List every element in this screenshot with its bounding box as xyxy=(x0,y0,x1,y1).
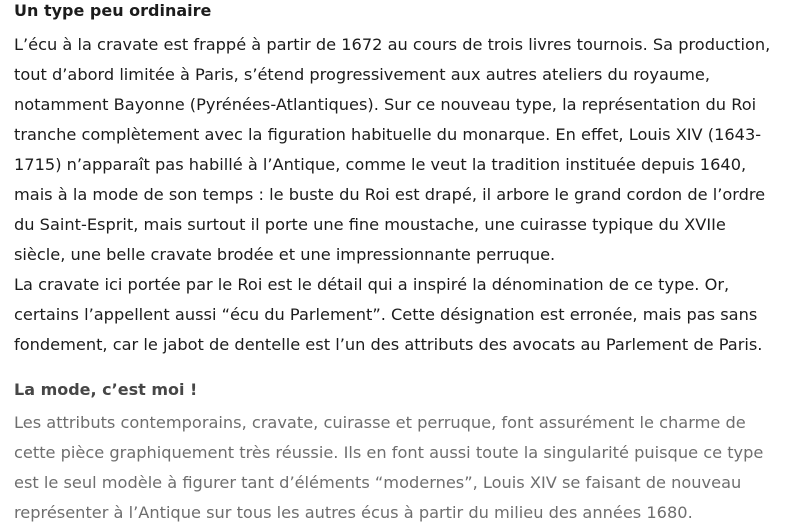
text-line: cette pièce graphiquement très réussie. Ils en font aussi toute la singularité puisque ce type xyxy=(14,443,764,462)
text-line: mais à la mode de son temps : le buste du Roi est drapé, il arbore le grand cordon de l’ordre xyxy=(14,185,766,204)
section-body xyxy=(14,30,786,360)
text-line: du Saint-Esprit, mais surtout il porte une fine moustache, une cuirasse typique du XVIIe xyxy=(14,215,726,234)
text-line: est le seul modèle à figurer tant d’éléments “modernes”, Louis XIV se faisant de nouveau xyxy=(14,473,742,492)
text-line: La cravate ici portée par le Roi est le détail qui a inspiré la dénomination de ce type. Or, xyxy=(14,275,730,294)
text-line: représenter à l’Antique sur tous les autres écus à partir du milieu des années 1680. xyxy=(14,503,693,522)
text-line: Les attributs contemporains, cravate, cuirasse et perruque, font assurément le charme de xyxy=(14,413,746,432)
text-line: 1715) n’apparaît pas habillé à l’Antique, comme le veut la tradition instituée depuis 1640, xyxy=(14,155,747,174)
text-line: notamment Bayonne (Pyrénées-Atlantiques). Sur ce nouveau type, la représentation du Roi xyxy=(14,95,757,114)
section-heading: Un type peu ordinaire xyxy=(14,1,212,20)
section-un-type-peu-ordinaire xyxy=(14,0,786,360)
section-la-mode-cest-moi xyxy=(14,380,786,528)
text-line: tout d’abord limitée à Paris, s’étend progressivement aux autres ateliers du royaume, xyxy=(14,65,710,84)
text-line: certains l’appellent aussi “écu du Parlement”. Cette désignation est erronée, mais pas sans xyxy=(14,305,758,324)
text-line: tranche complètement avec la figuration habituelle du monarque. En effet, Louis XIV (1643- xyxy=(14,125,762,144)
section-body xyxy=(14,408,786,528)
text-line: L’écu à la cravate est frappé à partir de 1672 au cours de trois livres tournois. Sa production, xyxy=(14,35,771,54)
text-line: siècle, une belle cravate brodée et une impressionnante perruque. xyxy=(14,245,556,264)
text-line: fondement, car le jabot de dentelle est l’un des attributs des avocats au Parlement de Paris. xyxy=(14,335,763,354)
section-heading: La mode, c’est moi ! xyxy=(14,380,198,399)
